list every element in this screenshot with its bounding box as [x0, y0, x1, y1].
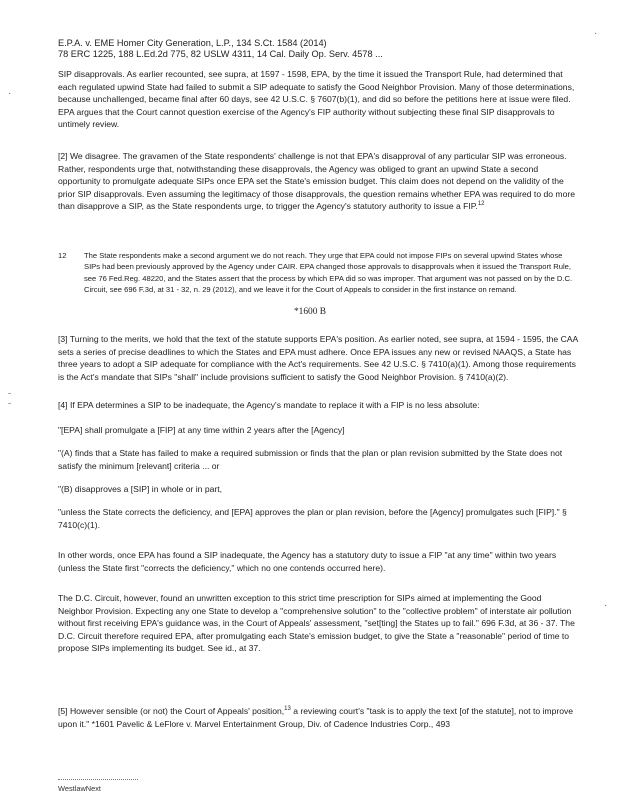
paragraph-text: [58, 150, 578, 213]
quote-text: "(A) finds that a State has failed to make a required submission or finds that the plan or plan revision submitted by the State does not satisfy the minimum [relevant] criteria ... or: [58, 448, 563, 471]
citation-header: [58, 38, 578, 60]
paragraph-6: [58, 592, 578, 655]
footnote-12: [58, 250, 578, 296]
footer-brand: WestlawNext: [58, 784, 101, 793]
footnote-ref-13[interactable]: 13: [284, 706, 291, 713]
margin-mark: ˉ: [8, 392, 12, 403]
paragraph-5: [58, 549, 578, 574]
paragraph-text: In other words, once EPA has found a SIP inadequate, the Agency has a statutory duty to issue a FIP "at any time" within two years (unless the State first "corrects the deficiency," which no one contends occurred here).: [58, 550, 557, 573]
quote-text: "(B) disapproves a [SIP] in whole or in part,: [58, 484, 223, 494]
paragraph-sip-disapprovals: [58, 68, 578, 131]
paragraph-tail: a reviewing court's "task is to apply the text [of the statute], not to improve upon it." *1601 Pavelic & LeFlore v. Marvel Entertainment Group, Div. of Cadence Industries Corp., 493: [58, 706, 574, 729]
margin-mark: ˉ: [8, 402, 12, 413]
quote-text: "unless the State corrects the deficiency, and [EPA] approves the plan or plan revision, before the [Agency] promulgates such [FIP]." § 7410(c)(1).: [58, 507, 567, 530]
footer-divider: [58, 779, 138, 780]
paragraph-2: [58, 150, 578, 213]
margin-mark: ·: [8, 88, 12, 99]
paragraph-body: [2] We disagree. The gravamen of the State respondents' challenge is not that EPA's disapproval of any particular SIP was erroneous. Rather, respondents urge that, notwithstanding these disapprovals, the Agency was obliged to grant an upwind State a second opportunity to promulgate adequate SIPs once EPA set the State's emission budget. This claim does not depend on the validity of the prior SIP disapprovals. Even assuming the legitimacy of those disapprovals, the question remains whether EPA was required to do more than disapprove a SIP, as the State respondents urge, to trigger the Agency's statutory authority to issue a FIP.: [58, 151, 576, 212]
quote-1: [58, 424, 578, 437]
footnote-number: 12: [58, 251, 67, 260]
paragraph-text: [4] If EPA determines a SIP to be inadequate, the Agency's mandate to replace it with a FIP is no less absolute:: [58, 400, 480, 410]
section-marker: *1600 B: [293, 307, 327, 317]
paragraph-text: SIP disapprovals. As earlier recounted, see supra, at 1597 - 1598, EPA, by the time it issued the Transport Rule, had determined that each regulated upwind State had failed to submit a SIP adequate to satisfy the Good Neighbor Provision. Many of those determinations, because unchallenged, became final after 60 days, see 42 U.S.C. § 7607(b)(1), and did so before the petitions here at issue were filed. EPA argues that the Court cannot question exercise of the Agency's FIP authority without subjecting these final SIP disapprovals to untimely review.: [58, 69, 575, 130]
margin-mark: ·: [604, 600, 608, 611]
paragraph-text: [3] Turning to the merits, we hold that the text of the statute supports EPA's position. As earlier noted, see supra, at 1594 - 1595, the CAA sets a series of precise deadlines to which the States and EPA must adhere. Once EPA issues any new or revised NAAQS, a State has three years to adopt a SIP adequate for compliance with the Act's requirements. See 42 U.S.C. § 7410(a)(1). Among those requirements is the Act's mandate that SIPs "shall" include provisions sufficient to satisfy the Good Neighbor Provision. § 7410(a)(2).: [58, 334, 578, 382]
paragraph-text: The D.C. Circuit, however, found an unwritten exception to this strict time prescription for SIPs aimed at implementing the Good Neighbor Provision. Expecting any one State to develop a "comprehensive solution" to the "collective problem" of interstate air pollution without first receiving EPA's guidance was, in the Court of Appeals' assessment, "set[ting] the States up to fail." 696 F.3d, at 36 - 37. The D.C. Circuit therefore required EPA, after promulgating each State's emission budget, to give the State a "reasonable" period of time to propose SIPs implementing its budget. See id., at 37.: [58, 593, 575, 654]
quote-3: [58, 483, 578, 496]
margin-mark: ·: [594, 28, 598, 39]
paragraph-4: [58, 399, 578, 412]
paragraph-text: [58, 705, 578, 730]
footnote-text: The State respondents make a second argument we do not reach. They urge that EPA could not impose FIPs on several upwind States whose SIPs had been previously approved by the Agency under CAIR. EPA changed those approvals to disapprovals when it issued the Transport Rule, see 76 Fed.Reg. 48220, and the States assert that the process by which EPA did so was improper. That argument was not passed on by the D.C. Circuit, see 696 F.3d, at 31 - 32, n. 29 (2012), and we leave it for the Court of Appeals to consider in the first instance on remand.: [84, 251, 573, 295]
quote-4: [58, 506, 578, 531]
citation-line-2: 78 ERC 1225, 188 L.Ed.2d 775, 82 USLW 4311, 14 Cal. Daily Op. Serv. 4578 ...: [58, 49, 383, 59]
paragraph-7: [58, 705, 578, 730]
footnote-ref-12[interactable]: 12: [477, 201, 485, 208]
paragraph-3: [58, 333, 578, 383]
paragraph-lead: [5] However sensible (or not) the Court of Appeals' position,: [58, 706, 285, 716]
quote-2: [58, 447, 578, 472]
citation-line-1: E.P.A. v. EME Homer City Generation, L.P., 134 S.Ct. 1584 (2014): [58, 38, 327, 48]
quote-text: "[EPA] shall promulgate a [FIP] at any time within 2 years after the [Agency]: [58, 425, 345, 435]
